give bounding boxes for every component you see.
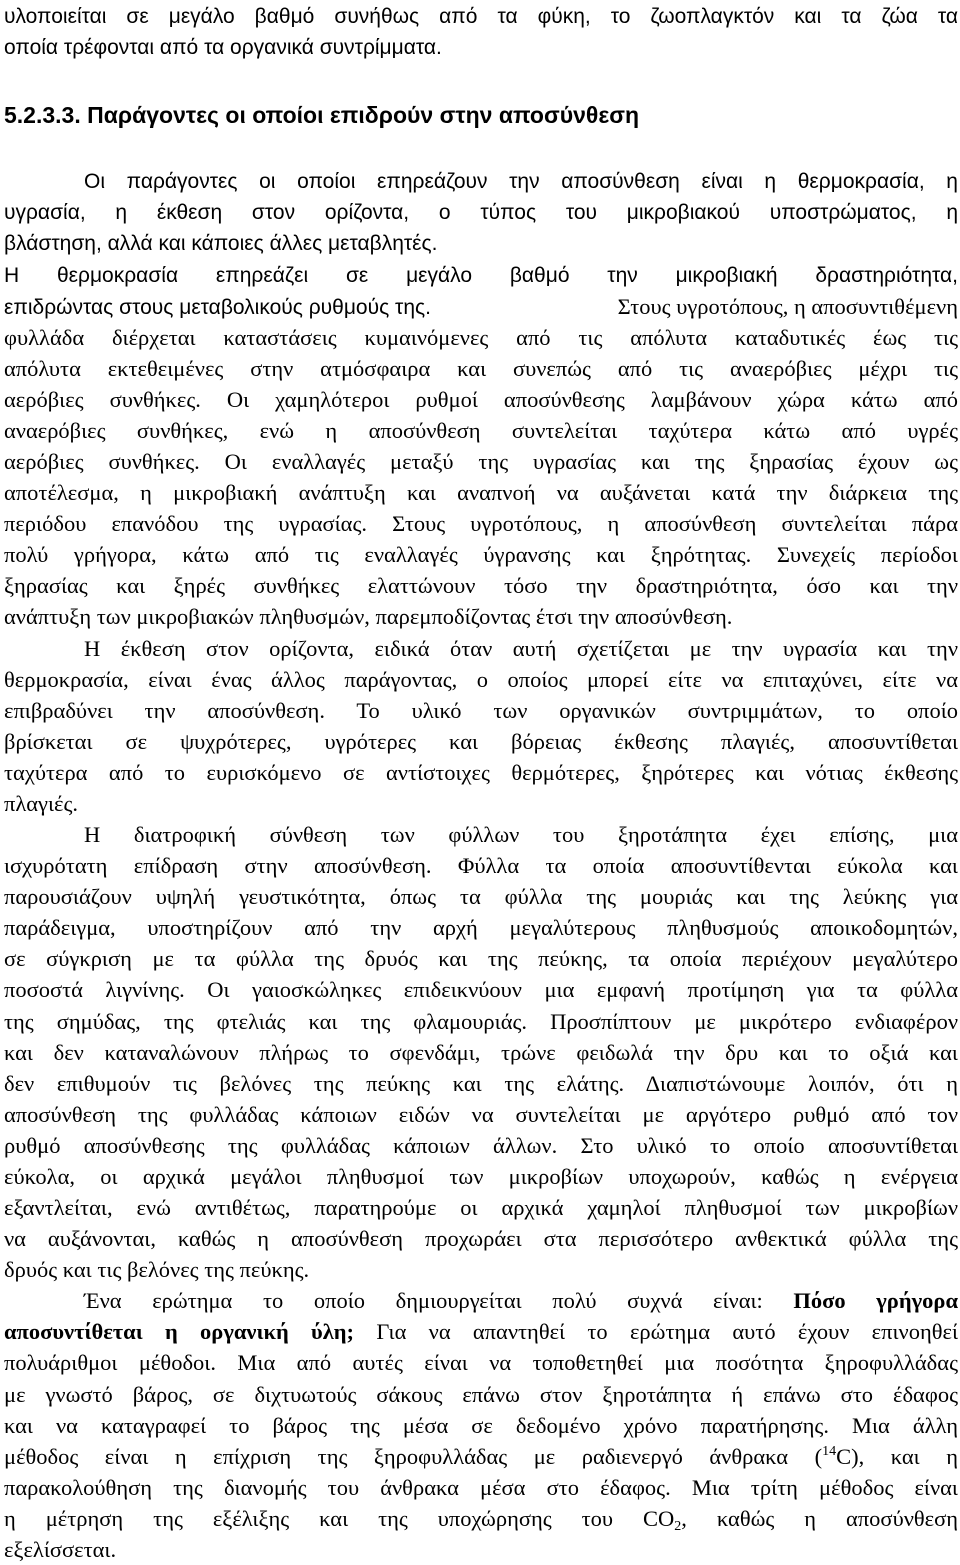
body-line: επιβραδύνει την αποσύνθεση. Το υλικό των οργανικών συντριμμάτων, το οποίο: [4, 698, 958, 723]
body-line: ξηρασίας και ξηρές συνθήκες ελαττώνουν τόσο την δραστηριότητα, όσο και την: [4, 573, 958, 598]
bold-question: αποσυντίθεται η οργανική ύλη;: [4, 1319, 355, 1344]
body-line: περιόδου επανόδου της υγρασίας. Στους υγροτόπους, η αποσύνθεση συντελείται πάρα: [4, 511, 958, 536]
body-line: να αυξάνονται, καθώς η αποσύνθεση προχωράει στα περισσότερο ανθεκτικά φύλλα της: [4, 1226, 958, 1251]
body-line: φυλλάδα διέρχεται καταστάσεις κυμαινόμενες από τις απόλυτα καταδυτικές έως τις: [4, 325, 958, 350]
body-line: και δεν καταναλώνουν πλήρως το σφενδάμι, τρώνε φειδωλά την δρυ και το οξιά και: [4, 1040, 958, 1065]
final-line-8: [4, 1504, 958, 1534]
body-text: επιδρώντας στους μεταβολικούς ρυθμούς της.: [4, 296, 431, 319]
body-line: υγρασία, η έκθεση στον ορίζοντα, ο τύπος του μικροβιακού υποστρώματος, η: [4, 201, 958, 224]
body-line: αναερόβιες συνθήκες, ενώ η αποσύνθεση συντελείται ταχύτερα κάτω από υγρές: [4, 418, 958, 443]
body-line: ισχυρότατη επίδραση στην αποσύνθεση. Φύλλα τα οποία αποσυντίθενται εύκολα και: [4, 853, 958, 878]
body-line: αερόβιες συνθήκες. Οι εναλλαγές μεταξύ της υγρασίας και της ξηρασίας έχουν ως: [4, 449, 958, 474]
body-line: πλαγιές.: [4, 791, 79, 816]
final-line-1: [84, 1286, 958, 1316]
final-line-6: [4, 1442, 958, 1472]
body-line: εξαντλείται, ενώ αντιθέτως, παρατηρούμε οι αρχικά χαμηλοί πληθυσμοί των μικροβίων: [4, 1195, 958, 1220]
bold-question: Πόσο γρήγορα: [793, 1288, 958, 1313]
body-text: Ένα ερώτημα το οποίο δημιουργείται πολύ συχνά είναι:: [84, 1288, 763, 1313]
superscript: 14: [822, 1444, 837, 1459]
body-text: , καθώς η αποσύνθεση: [681, 1506, 958, 1531]
body-line: βρίσκεται σε ψυχρότερες, υγρότερες και βόρειας έκθεσης πλαγιές, αποσυντίθεται: [4, 729, 958, 754]
body-line: πολύ γρήγορα, κάτω από τις εναλλαγές ύγρανσης και ξηρότητας. Συνεχείς περίοδοι: [4, 542, 958, 567]
body-line: της σημύδας, της φτελιάς και της φλαμουριάς. Προσπίπτουν με μικρότερο ενδιαφέρον: [4, 1009, 958, 1034]
body-line: ταχύτερα από το ευρισκόμενο σε αντίστοιχες θερμότερες, ξηρότερες και νότιας έκθεσης: [4, 760, 958, 785]
body-line: παρακολούθηση της διανομής του άνθρακα μέσα στο έδαφος. Μια τρίτη μέθοδος είναι: [4, 1475, 958, 1500]
body-line: θερμοκρασία, είναι ένας άλλος παράγοντας, ο οποίος μπορεί είτε να επιταχύνει, είτε να: [4, 667, 958, 692]
intro-line-2: οποία τρέφονται από τα οργανικά συντρίμματα.: [4, 36, 442, 59]
body-text: Για να απαντηθεί το ερώτημα αυτό έχουν επινοηθεί: [376, 1319, 959, 1344]
body-line: εξελίσσεται.: [4, 1537, 117, 1562]
body-line: με γνωστό βάρος, σε διχτυωτούς σάκους επάνω στον ξηροτάπητα ή επάνω στο έδαφος: [4, 1382, 958, 1407]
body-line: Η θερμοκρασία επηρεάζει σε μεγάλο βαθμό την μικροβιακή δραστηριότητα,: [4, 264, 958, 287]
body-text: η μέτρηση της εξέλιξης και της υποχώρησης του CO: [4, 1506, 675, 1531]
body-text: C), και η: [836, 1444, 958, 1469]
intro-line-1: υλοποιείται σε μεγάλο βαθμό συνήθως από τα φύκη, το ζωοπλαγκτόν και τα ζώα τα: [4, 5, 958, 28]
body-line: Οι παράγοντες οι οποίοι επηρεάζουν την αποσύνθεση είναι η θερμοκρασία, η: [84, 170, 958, 193]
body-line: δρυός και τις βελόνες της πεύκης.: [4, 1257, 310, 1282]
body-line-mixed: [4, 292, 958, 323]
body-line: σε σύγκριση με τα φύλλα της δρυός και της πεύκης, τα οποία περιέχουν μεγαλύτερο: [4, 946, 958, 971]
body-line: βλάστηση, αλλά και κάποιες άλλες μεταβλητές.: [4, 232, 438, 255]
body-line: ποσοστά λιγνίνης. Οι γαιοσκώληκες επιδεικνύουν μια εμφανή προτίμηση για τα φύλλα: [4, 977, 958, 1002]
body-line: απόλυτα εκτεθειμένες στην ατμόσφαιρα και συνεπώς από τις αναερόβιες μέχρι τις: [4, 356, 958, 381]
body-line: αερόβιες συνθήκες. Οι χαμηλότεροι ρυθμοί αποσύνθεσης λαμβάνουν χώρα κάτω από: [4, 387, 958, 412]
body-text: μέθοδος είναι η επίχριση της ξηροφυλλάδας με ραδιενεργό άνθρακα (: [4, 1444, 823, 1469]
body-line: ρυθμό αποσύνθεσης της φυλλάδας κάποιων άλλων. Στο υλικό το οποίο αποσυντίθεται: [4, 1133, 958, 1158]
body-line: παράδειγμα, υποστηρίζουν από την αρχή μεγαλύτερους πληθυσμούς αποικοδομητών,: [4, 915, 958, 940]
body-line: ανάπτυξη των μικροβιακών πληθυσμών, παρεμποδίζοντας έτσι την αποσύνθεση.: [4, 604, 733, 629]
body-line: αποσύνθεση της φυλλάδας κάποιων ειδών να συντελείται με αργότερο ρυθμό από τον: [4, 1102, 958, 1127]
body-line: Η έκθεση στον ορίζοντα, ειδικά όταν αυτή σχετίζεται με την υγρασία και την: [84, 636, 958, 661]
body-line: Η διατροφική σύνθεση των φύλλων του ξηροτάπητα έχει επίσης, μια: [84, 822, 958, 847]
body-line: εύκολα, οι αρχικά μεγάλοι πληθυσμοί των μικροβίων υποχωρούν, καθώς η ενέργεια: [4, 1164, 958, 1189]
body-text: Στους υγροτόπους, η αποσυντιθέμενη: [617, 294, 958, 319]
body-line: δεν επιθυμούν τις βελόνες της πεύκης και της ελάτης. Διαπιστώνουμε λοιπόν, ότι η: [4, 1071, 958, 1096]
body-line: αποτέλεσμα, η μικροβιακή ανάπτυξη και αναπνοή να αυξάνεται κατά την διάρκεια της: [4, 480, 958, 505]
section-title: 5.2.3.3. Παράγοντες οι οποίοι επιδρούν στην αποσύνθεση: [4, 102, 640, 128]
body-line: και να καταγραφεί το βάρος της μέσα σε δεδομένο χρόνο παρατήρησης. Μια άλλη: [4, 1413, 958, 1438]
subscript: 2: [674, 1519, 682, 1534]
body-line: πολυάριθμοι μέθοδοι. Μια από αυτές είναι να τοποθετηθεί μια ποσότητα ξηροφυλλάδας: [4, 1350, 958, 1375]
final-line-2: [4, 1317, 958, 1347]
body-line: παρουσιάζουν υψηλή γευστικότητα, όπως τα φύλλα της μουριάς και της λεύκης για: [4, 884, 958, 909]
